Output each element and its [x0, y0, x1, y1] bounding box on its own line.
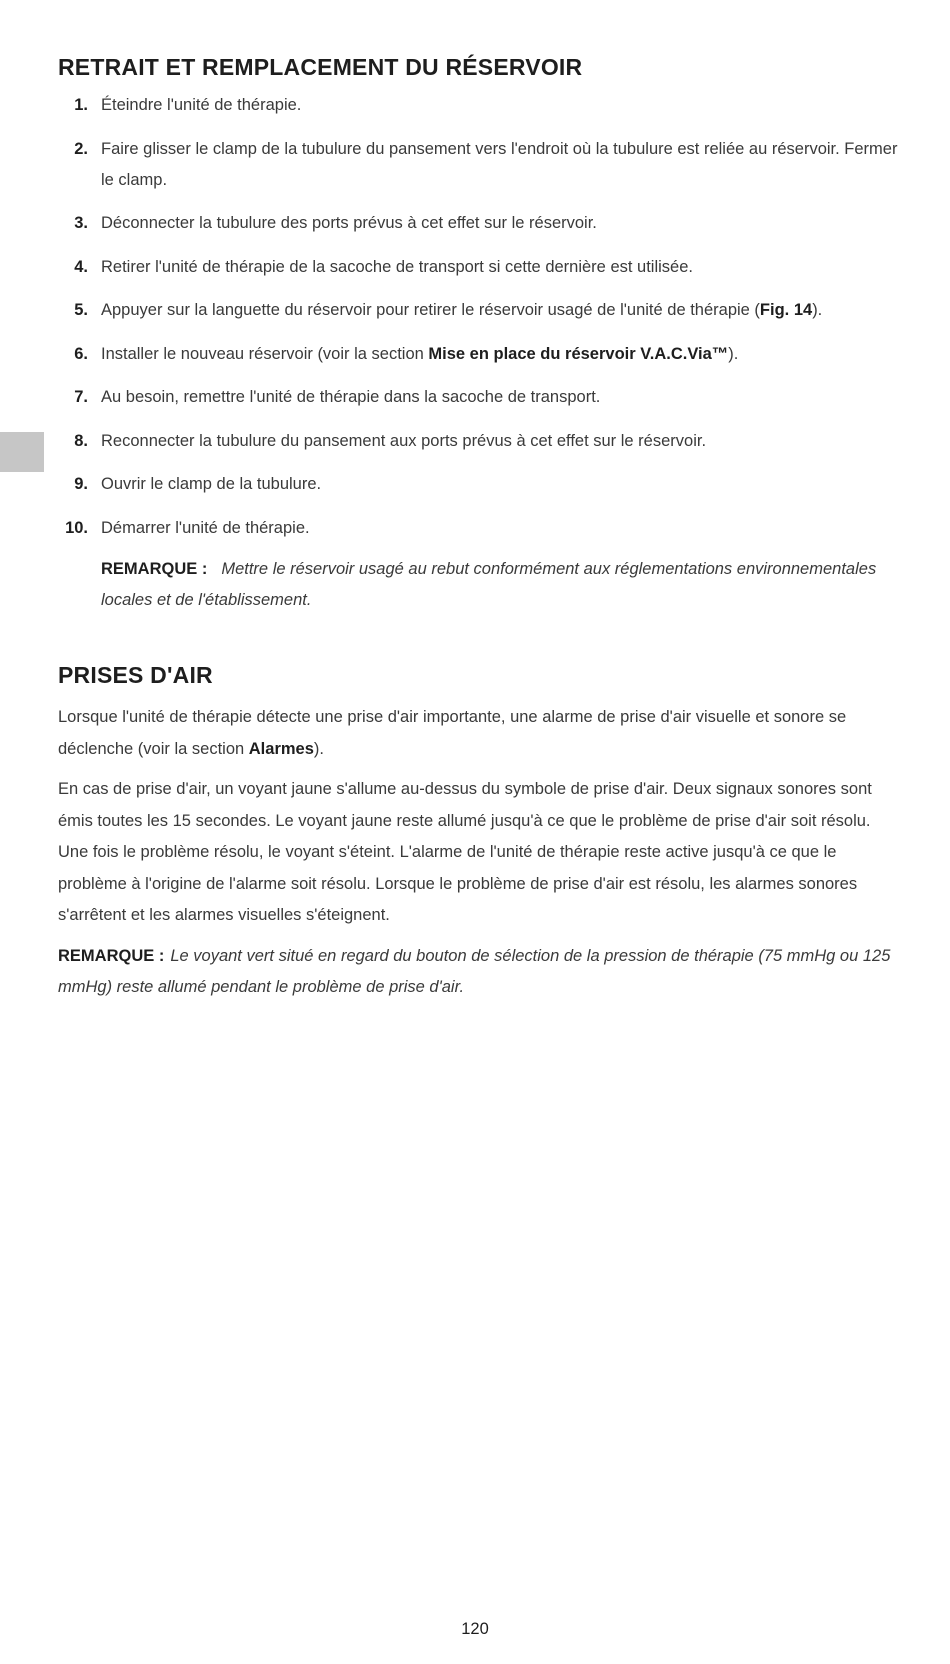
step-number: 3. — [74, 214, 88, 232]
step-text: Au besoin, remettre l'unité de thérapie dans la sacoche de transport. — [101, 388, 601, 406]
list-item — [58, 295, 904, 326]
step-text — [101, 301, 822, 319]
paragraph — [58, 702, 904, 765]
list-item — [58, 513, 904, 544]
list-item — [58, 90, 904, 121]
section-reference: Alarmes — [248, 739, 314, 758]
figure-reference: Fig. 14 — [759, 301, 813, 319]
note-label: REMARQUE : — [101, 560, 208, 578]
list-item — [58, 134, 904, 196]
step-number: 2. — [74, 139, 88, 158]
section-reference: Mise en place du réservoir V.A.C.Via™ — [428, 344, 729, 363]
note-label: REMARQUE : — [58, 946, 165, 965]
note-text: Mettre le réservoir usagé au rebut conformément aux réglementations environnementales locales et de l'établissement. — [101, 560, 877, 609]
note-text: Le voyant vert situé en regard du bouton de sélection de la pression de thérapie (75 mmHg ou 125 mmHg) reste allumé pendant le problème de prise d'air. — [58, 946, 891, 996]
step-text — [101, 345, 738, 363]
step-text-before: Installer le nouveau réservoir (voir la section — [101, 344, 429, 363]
paragraph: En cas de prise d'air, un voyant jaune s'allume au-dessus du symbole de prise d'air. Deux signaux sonores sont émis toutes les 15 secondes. Le voyant jaune reste allumé jusqu'à ce que le problème de prise d'air soit résolu. Une fois le problème résolu, le voyant s'éteint. L'alarme de l'unité de thérapie reste active jusqu'à ce que le problème à l'origine de l'alarme soit résolu. Lorsque le problème de prise d'air est résolu, les alarmes sonores s'arrêtent et les alarmes visuelles s'éteignent. — [58, 780, 872, 924]
section-title-air-leaks: PRISES D'AIR — [58, 662, 213, 688]
list-item — [58, 252, 904, 283]
list-item — [58, 339, 904, 370]
steps-list — [58, 90, 904, 544]
step-text-before: Appuyer sur la languette du réservoir pour retirer le réservoir usagé de l'unité de thérapie ( — [101, 301, 760, 319]
list-item — [58, 469, 904, 500]
air-leak-section — [58, 656, 904, 1004]
page-content — [58, 48, 904, 1004]
page-number: 120 — [461, 1620, 489, 1638]
air-leak-note — [58, 941, 904, 1004]
list-item — [58, 208, 904, 239]
step-number: 9. — [74, 475, 88, 493]
paragraph-text: Lorsque l'unité de thérapie détecte une prise d'air importante, une alarme de prise d'air visuelle et sonore se déclenche (voir la section — [58, 708, 847, 758]
step-number: 7. — [74, 388, 88, 406]
step-text-after: ). — [728, 344, 739, 363]
list-item — [58, 382, 904, 413]
step-text: Retirer l'unité de thérapie de la sacoche de transport si cette dernière est utilisée. — [101, 257, 693, 276]
chapter-tab-marker — [0, 432, 44, 472]
reservoir-note — [101, 554, 904, 616]
step-number: 1. — [74, 96, 88, 114]
step-text: Déconnecter la tubulure des ports prévus à cet effet sur le réservoir. — [101, 214, 597, 232]
list-item — [58, 426, 904, 457]
step-number: 10. — [65, 518, 88, 537]
section-title-reservoir: RETRAIT ET REMPLACEMENT DU RÉSERVOIR — [58, 54, 583, 80]
step-number: 4. — [74, 257, 88, 276]
step-text: Faire glisser le clamp de la tubulure du pansement vers l'endroit où la tubulure est reliée au réservoir. Fermer le clamp. — [101, 139, 898, 189]
step-text: Éteindre l'unité de thérapie. — [101, 96, 302, 114]
step-text: Ouvrir le clamp de la tubulure. — [101, 475, 322, 493]
step-text-after: ). — [812, 301, 823, 319]
step-text: Démarrer l'unité de thérapie. — [101, 518, 310, 537]
paragraph-text-after: ). — [313, 739, 324, 758]
step-number: 6. — [74, 344, 88, 363]
step-number: 8. — [74, 431, 88, 450]
step-number: 5. — [74, 301, 88, 319]
step-text: Reconnecter la tubulure du pansement aux ports prévus à cet effet sur le réservoir. — [101, 431, 707, 450]
